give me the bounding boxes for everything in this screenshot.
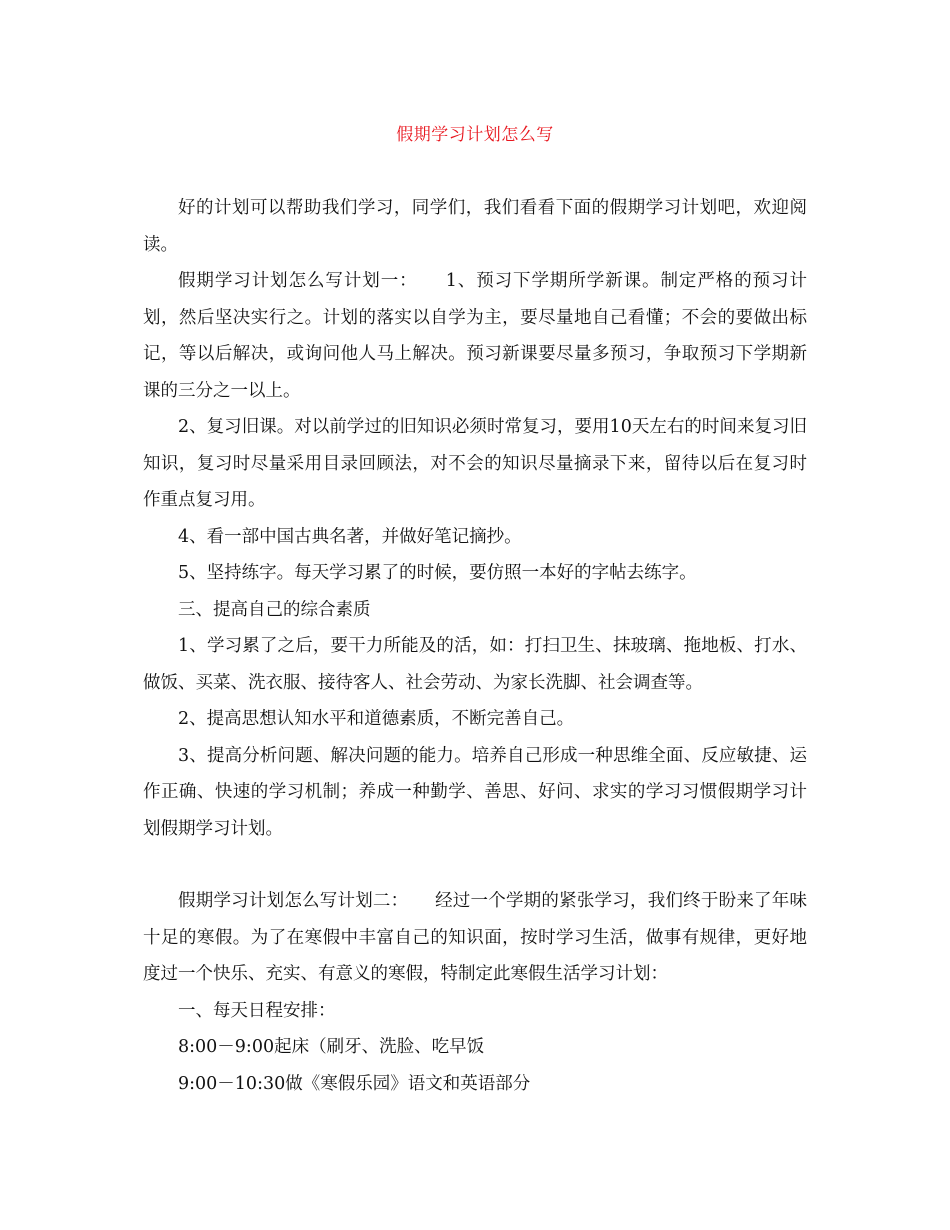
- paragraph-intro: 好的计划可以帮助我们学习，同学们，我们看看下面的假期学习计划吧，欢迎阅读。: [143, 198, 807, 255]
- paragraph-chores: 1、学习累了之后，要干力所能及的活，如：打扫卫生、抹玻璃、拖地板、打水、做饭、买菜、洗衣服、接待客人、社会劳动、为家长洗脚、社会调查等。: [143, 636, 807, 693]
- paragraph-calligraphy: 5、坚持练字。每天学习累了的时候，要仿照一本好的字帖去练字。: [178, 563, 697, 583]
- paragraph-morality: 2、提高思想认知水平和道德素质，不断完善自己。: [178, 709, 575, 729]
- paragraph-plan-two: 假期学习计划怎么写计划二： 经过一个学期的紧张学习，我们终于盼来了年味十足的寒假。为了在寒假中丰富自己的知识面，按时学习生活，做事有规律，更好地度过一个快乐、充实、有意义的寒假，特制定此寒假生活学习计划：: [143, 891, 807, 984]
- paragraph-plan-one: 假期学习计划怎么写计划一： 1、预习下学期所学新课。制定严格的预习计划，然后坚决实行之。计划的落实以自学为主，要尽量地自己看懂；不会的要做出标记，等以后解决，或询问他人马上解决。预习新课要尽量多预习，争取预习下学期新课的三分之一以上。: [143, 271, 807, 401]
- paragraph-classic-book: 4、看一部中国古典名著，并做好笔记摘抄。: [178, 526, 522, 547]
- paragraph-analysis: 3、提高分析问题、解决问题的能力。培养自己形成一种思维全面、反应敏捷、运作正确、快速的学习机制；养成一种勤学、善思、好问、求实的学习习惯假期学习计划假期学习计划。: [143, 745, 807, 839]
- document-body: [143, 190, 807, 1102]
- paragraph-section-three: 三、提高自己的综合素质: [178, 599, 371, 620]
- paragraph-gap: [143, 847, 807, 883]
- paragraph-schedule-homework: 9:00－10:30做《寒假乐园》语文和英语部分: [178, 1073, 531, 1094]
- paragraph-schedule-heading: 一、每天日程安排：: [178, 1000, 336, 1021]
- paragraph-review: 2、复习旧课。对以前学过的旧知识必须时常复习，要用10天左右的时间来复习旧知识，复习时尽量采用目录回顾法，对不会的知识尽量摘录下来，留待以后在复习时作重点复习用。: [143, 417, 807, 510]
- paragraph-schedule-morning: 8:00－9:00起床（刷牙、洗脸、吃早饭: [178, 1037, 485, 1057]
- document-title: 假期学习计划怎么写: [396, 125, 554, 145]
